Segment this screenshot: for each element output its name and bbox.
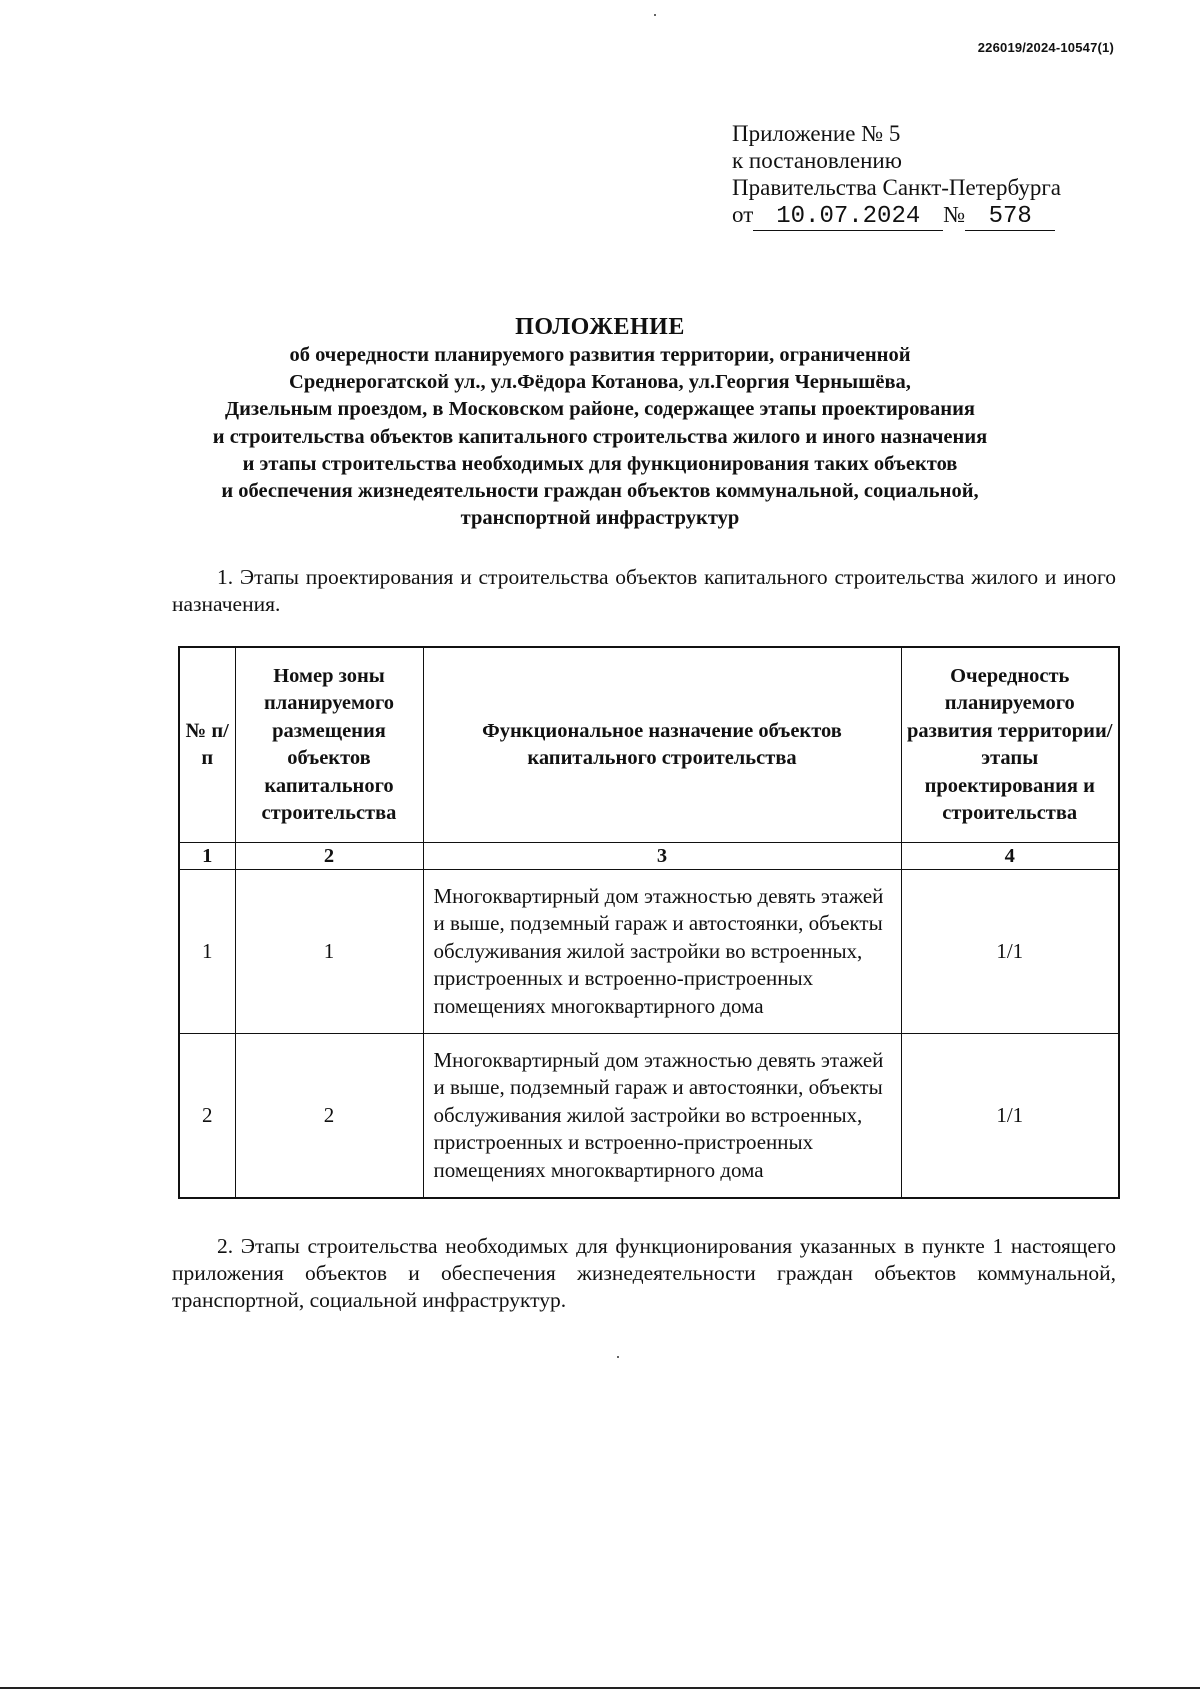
scan-speck	[617, 1356, 619, 1358]
title-line: и обеспечения жизнедеятельности граждан объектов коммунальной, социальной,	[221, 480, 979, 503]
title-line: и строительства объектов капитального строительства жилого и иного назначения	[212, 425, 988, 448]
title-line: Дизельным проездом, в Московском районе, содержащее этапы проектирования	[225, 398, 975, 421]
header-number: № п/п	[179, 647, 235, 843]
row-purpose: Многоквартирный дом этажностью девять этажей и выше, подземный гараж и автостоянки, объекты обслуживания жилой застройки во встроенных, пристроенных и встроенно-пристроенных помещениях многоквартирного дома	[423, 1034, 901, 1199]
header-purpose: Функциональное назначение объектов капитального строительства	[423, 647, 901, 843]
scan-speck	[654, 14, 656, 16]
document-title	[150, 312, 1050, 532]
row-stage: 1/1	[901, 1034, 1119, 1199]
table-header-row	[179, 647, 1119, 843]
paragraph-2: 2. Этапы строительства необходимых для функционирования указанных в пункте 1 настоящего приложения объектов и обеспечения жизнедеятельности граждан объектов коммунальной, транспортной, социальной инфраструктур.	[172, 1234, 1116, 1312]
appendix-block	[732, 120, 1061, 231]
row-purpose: Многоквартирный дом этажностью девять этажей и выше, подземный гараж и автостоянки, объекты обслуживания жилой застройки во встроенных, пристроенных и встроенно-пристроенных помещениях многоквартирного дома	[423, 870, 901, 1034]
appendix-line: Приложение № 5	[732, 121, 901, 146]
title-heading: ПОЛОЖЕНИЕ	[515, 314, 685, 340]
header-zone: Номер зоны планируемого размещения объектов капитального строительства	[235, 647, 423, 843]
number-prefix: №	[943, 202, 966, 227]
appendix-line: Правительства Санкт-Петербурга	[732, 175, 1061, 200]
index-cell: 1	[179, 843, 235, 870]
date-prefix: от	[732, 202, 754, 227]
title-line: транспортной инфраструктур	[460, 507, 740, 530]
row-number: 2	[179, 1034, 235, 1199]
title-line: Среднерогатской ул., ул.Фёдора Котанова, ул.Георгия Чернышёва,	[289, 371, 911, 394]
index-cell: 3	[423, 843, 901, 870]
registration-number: 226019/2024-10547(1)	[977, 40, 1114, 55]
row-zone: 2	[235, 1034, 423, 1199]
table-index-row	[179, 843, 1119, 870]
resolution-date: 10.07.2024	[753, 204, 943, 231]
table-row	[179, 870, 1119, 1034]
table-row	[179, 1034, 1119, 1199]
row-stage: 1/1	[901, 870, 1119, 1034]
appendix-line: к постановлению	[732, 148, 902, 173]
stages-table	[178, 646, 1120, 1199]
scan-edge-line	[0, 1687, 1200, 1689]
resolution-number: 578	[965, 204, 1055, 231]
row-zone: 1	[235, 870, 423, 1034]
index-cell: 4	[901, 843, 1119, 870]
row-number: 1	[179, 870, 235, 1034]
title-line: об очередности планируемого развития территории, ограниченной	[289, 344, 911, 366]
title-line: и этапы строительства необходимых для функционирования таких объектов	[242, 452, 958, 475]
index-cell: 2	[235, 843, 423, 870]
header-stage: Очередность планируемого развития территории/ этапы проектирования и строительства	[901, 647, 1119, 843]
paragraph-1: 1. Этапы проектирования и строительства объектов капитального строительства жилого и иного назначения.	[172, 565, 1116, 616]
appendix-date-line	[732, 201, 1061, 231]
